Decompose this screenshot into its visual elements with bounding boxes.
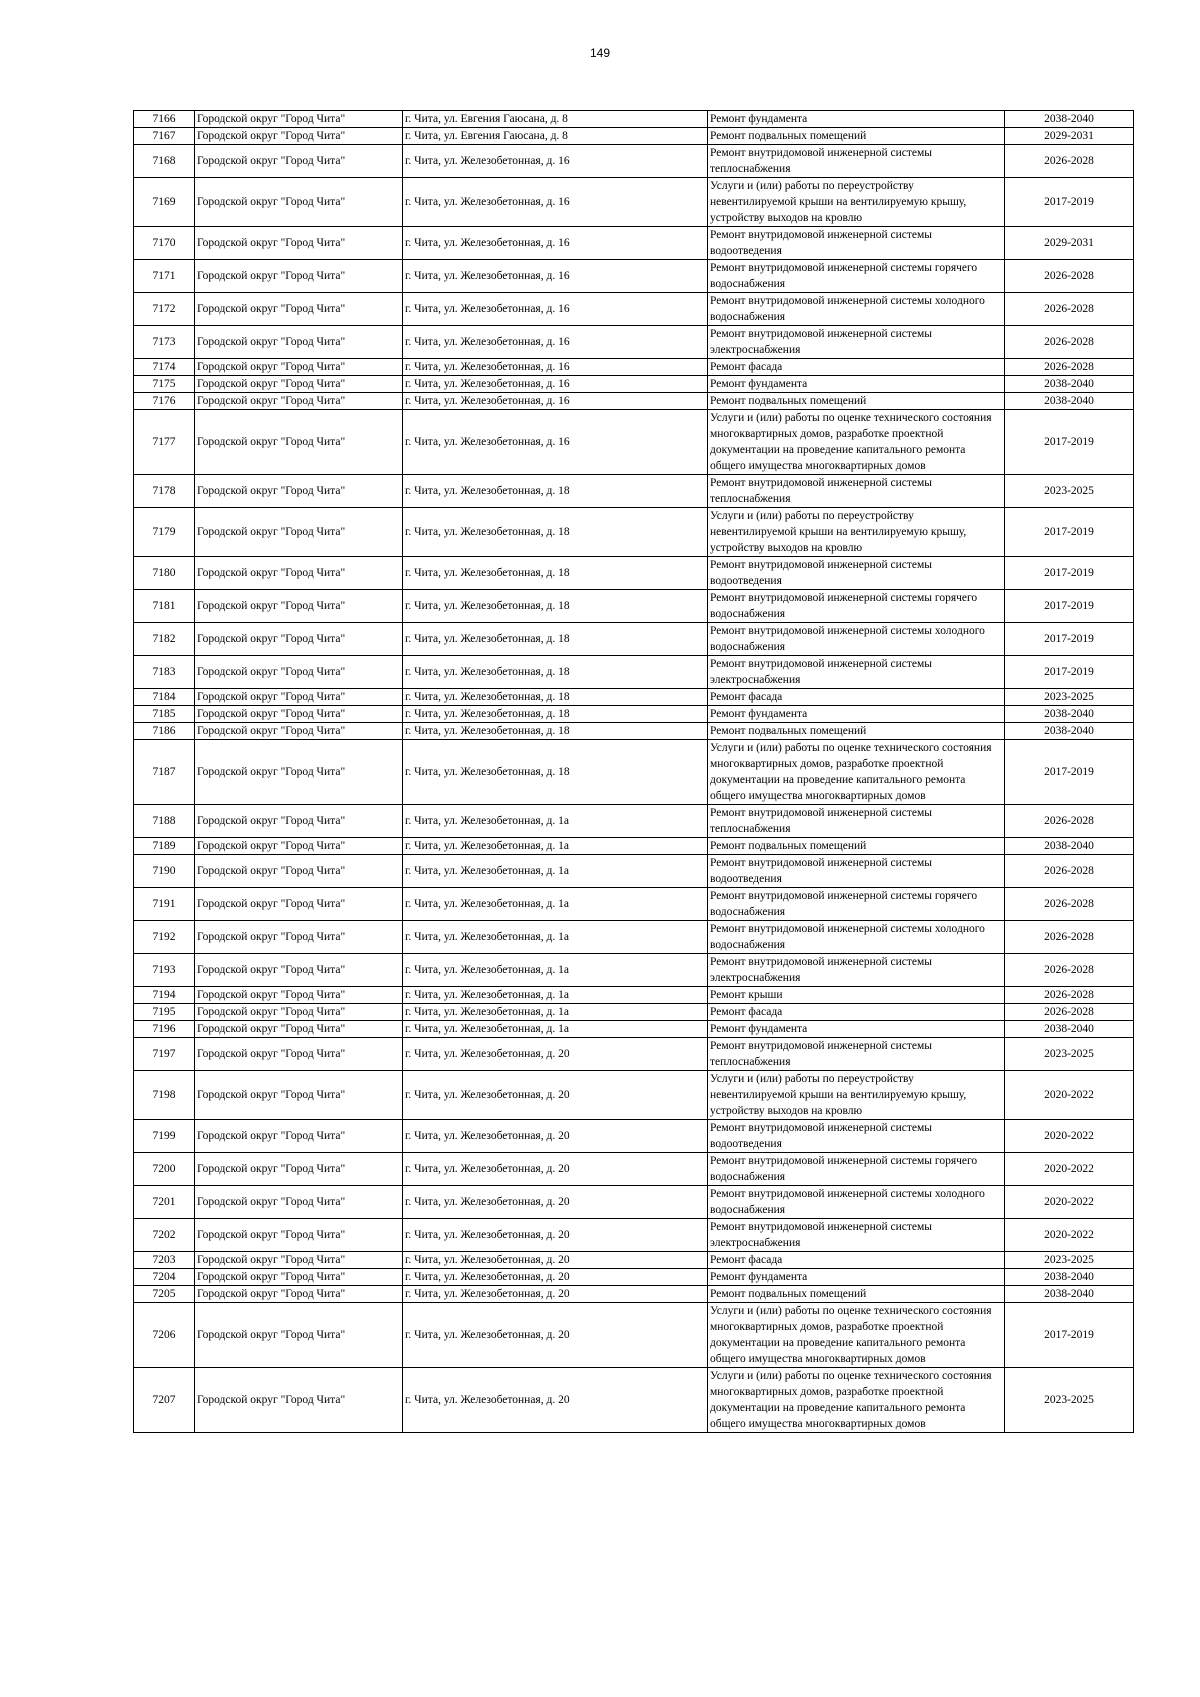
row-number-cell: 7182 <box>134 623 195 656</box>
work-type-cell: Услуги и (или) работы по оценке технического состояния многоквартирных домов, разработке проектной документации на проведение капитального ремонта общего имущества многоквартирных домов <box>708 740 1005 805</box>
row-number-cell: 7198 <box>134 1071 195 1120</box>
table-row <box>134 359 1134 376</box>
address-cell: г. Чита, ул. Железобетонная, д. 20 <box>403 1252 708 1269</box>
row-number-cell: 7193 <box>134 954 195 987</box>
table-row <box>134 954 1134 987</box>
table-row <box>134 623 1134 656</box>
address-cell: г. Чита, ул. Железобетонная, д. 20 <box>403 1303 708 1368</box>
municipality-cell: Городской округ "Город Чита" <box>195 590 403 623</box>
table-row <box>134 111 1134 128</box>
row-number-cell: 7185 <box>134 706 195 723</box>
repair-schedule-table <box>133 110 1134 1433</box>
address-cell: г. Чита, ул. Железобетонная, д. 1а <box>403 805 708 838</box>
row-number-cell: 7203 <box>134 1252 195 1269</box>
table-row <box>134 987 1134 1004</box>
row-number-cell: 7178 <box>134 475 195 508</box>
row-number-cell: 7204 <box>134 1269 195 1286</box>
row-number-cell: 7179 <box>134 508 195 557</box>
work-type-cell: Ремонт внутридомовой инженерной системы водоотведения <box>708 1120 1005 1153</box>
municipality-cell: Городской округ "Город Чита" <box>195 689 403 706</box>
address-cell: г. Чита, ул. Железобетонная, д. 18 <box>403 656 708 689</box>
work-type-cell: Услуги и (или) работы по переустройству невентилируемой крыши на вентилируемую крышу, устройству выходов на кровлю <box>708 508 1005 557</box>
period-cell: 2038-2040 <box>1005 706 1134 723</box>
address-cell: г. Чита, ул. Железобетонная, д. 16 <box>403 178 708 227</box>
row-number-cell: 7170 <box>134 227 195 260</box>
work-type-cell: Ремонт внутридомовой инженерной системы водоотведения <box>708 855 1005 888</box>
address-cell: г. Чита, ул. Железобетонная, д. 16 <box>403 293 708 326</box>
table-row <box>134 1071 1134 1120</box>
address-cell: г. Чита, ул. Железобетонная, д. 18 <box>403 508 708 557</box>
work-type-cell: Ремонт внутридомовой инженерной системы электроснабжения <box>708 1219 1005 1252</box>
table-row <box>134 590 1134 623</box>
period-cell: 2026-2028 <box>1005 954 1134 987</box>
period-cell: 2038-2040 <box>1005 838 1134 855</box>
municipality-cell: Городской округ "Город Чита" <box>195 1120 403 1153</box>
municipality-cell: Городской округ "Город Чита" <box>195 1286 403 1303</box>
work-type-cell: Ремонт внутридомовой инженерной системы горячего водоснабжения <box>708 260 1005 293</box>
municipality-cell: Городской округ "Город Чита" <box>195 1252 403 1269</box>
municipality-cell: Городской округ "Город Чита" <box>195 1219 403 1252</box>
municipality-cell: Городской округ "Город Чита" <box>195 178 403 227</box>
period-cell: 2017-2019 <box>1005 740 1134 805</box>
work-type-cell: Ремонт внутридомовой инженерной системы электроснабжения <box>708 326 1005 359</box>
row-number-cell: 7181 <box>134 590 195 623</box>
row-number-cell: 7207 <box>134 1368 195 1433</box>
row-number-cell: 7166 <box>134 111 195 128</box>
work-type-cell: Ремонт подвальных помещений <box>708 723 1005 740</box>
address-cell: г. Чита, ул. Железобетонная, д. 1а <box>403 1021 708 1038</box>
table-row <box>134 178 1134 227</box>
municipality-cell: Городской округ "Город Чита" <box>195 1153 403 1186</box>
municipality-cell: Городской округ "Город Чита" <box>195 954 403 987</box>
table-row <box>134 723 1134 740</box>
table-row <box>134 376 1134 393</box>
row-number-cell: 7190 <box>134 855 195 888</box>
work-type-cell: Ремонт внутридомовой инженерной системы водоотведения <box>708 557 1005 590</box>
row-number-cell: 7169 <box>134 178 195 227</box>
work-type-cell: Ремонт внутридомовой инженерной системы теплоснабжения <box>708 145 1005 178</box>
work-type-cell: Ремонт внутридомовой инженерной системы холодного водоснабжения <box>708 293 1005 326</box>
municipality-cell: Городской округ "Город Чита" <box>195 128 403 145</box>
period-cell: 2038-2040 <box>1005 111 1134 128</box>
table-row <box>134 888 1134 921</box>
address-cell: г. Чита, ул. Железобетонная, д. 20 <box>403 1038 708 1071</box>
table-row <box>134 855 1134 888</box>
address-cell: г. Чита, ул. Железобетонная, д. 18 <box>403 723 708 740</box>
work-type-cell: Ремонт подвальных помещений <box>708 128 1005 145</box>
municipality-cell: Городской округ "Город Чита" <box>195 293 403 326</box>
period-cell: 2026-2028 <box>1005 293 1134 326</box>
period-cell: 2023-2025 <box>1005 689 1134 706</box>
row-number-cell: 7183 <box>134 656 195 689</box>
table-row <box>134 1120 1134 1153</box>
municipality-cell: Городской округ "Город Чита" <box>195 888 403 921</box>
address-cell: г. Чита, ул. Евгения Гаюсана, д. 8 <box>403 111 708 128</box>
row-number-cell: 7195 <box>134 1004 195 1021</box>
period-cell: 2017-2019 <box>1005 623 1134 656</box>
row-number-cell: 7180 <box>134 557 195 590</box>
table-row <box>134 145 1134 178</box>
municipality-cell: Городской округ "Город Чита" <box>195 227 403 260</box>
municipality-cell: Городской округ "Город Чита" <box>195 987 403 1004</box>
municipality-cell: Городской округ "Город Чита" <box>195 376 403 393</box>
address-cell: г. Чита, ул. Железобетонная, д. 16 <box>403 410 708 475</box>
municipality-cell: Городской округ "Город Чита" <box>195 1303 403 1368</box>
municipality-cell: Городской округ "Город Чита" <box>195 557 403 590</box>
work-type-cell: Ремонт внутридомовой инженерной системы водоотведения <box>708 227 1005 260</box>
table-row <box>134 921 1134 954</box>
municipality-cell: Городской округ "Город Чита" <box>195 393 403 410</box>
row-number-cell: 7199 <box>134 1120 195 1153</box>
address-cell: г. Чита, ул. Железобетонная, д. 1а <box>403 921 708 954</box>
row-number-cell: 7184 <box>134 689 195 706</box>
work-type-cell: Услуги и (или) работы по переустройству невентилируемой крыши на вентилируемую крышу, устройству выходов на кровлю <box>708 1071 1005 1120</box>
address-cell: г. Чита, ул. Железобетонная, д. 20 <box>403 1269 708 1286</box>
address-cell: г. Чита, ул. Железобетонная, д. 16 <box>403 145 708 178</box>
address-cell: г. Чита, ул. Железобетонная, д. 20 <box>403 1071 708 1120</box>
work-type-cell: Ремонт крыши <box>708 987 1005 1004</box>
period-cell: 2026-2028 <box>1005 888 1134 921</box>
row-number-cell: 7194 <box>134 987 195 1004</box>
row-number-cell: 7173 <box>134 326 195 359</box>
address-cell: г. Чита, ул. Железобетонная, д. 20 <box>403 1153 708 1186</box>
row-number-cell: 7168 <box>134 145 195 178</box>
table-row <box>134 410 1134 475</box>
address-cell: г. Чита, ул. Железобетонная, д. 16 <box>403 227 708 260</box>
work-type-cell: Ремонт внутридомовой инженерной системы горячего водоснабжения <box>708 1153 1005 1186</box>
address-cell: г. Чита, ул. Железобетонная, д. 20 <box>403 1186 708 1219</box>
address-cell: г. Чита, ул. Железобетонная, д. 1а <box>403 855 708 888</box>
work-type-cell: Ремонт фасада <box>708 359 1005 376</box>
table-row <box>134 227 1134 260</box>
row-number-cell: 7206 <box>134 1303 195 1368</box>
municipality-cell: Городской округ "Город Чита" <box>195 1071 403 1120</box>
table-row <box>134 838 1134 855</box>
period-cell: 2026-2028 <box>1005 326 1134 359</box>
table-row <box>134 1153 1134 1186</box>
period-cell: 2026-2028 <box>1005 855 1134 888</box>
table-row <box>134 1021 1134 1038</box>
work-type-cell: Услуги и (или) работы по переустройству невентилируемой крыши на вентилируемую крышу, устройству выходов на кровлю <box>708 178 1005 227</box>
period-cell: 2026-2028 <box>1005 921 1134 954</box>
period-cell: 2026-2028 <box>1005 805 1134 838</box>
row-number-cell: 7176 <box>134 393 195 410</box>
work-type-cell: Услуги и (или) работы по оценке технического состояния многоквартирных домов, разработке проектной документации на проведение капитального ремонта общего имущества многоквартирных домов <box>708 410 1005 475</box>
period-cell: 2038-2040 <box>1005 393 1134 410</box>
period-cell: 2017-2019 <box>1005 656 1134 689</box>
table-row <box>134 1269 1134 1286</box>
period-cell: 2038-2040 <box>1005 1021 1134 1038</box>
period-cell: 2029-2031 <box>1005 128 1134 145</box>
period-cell: 2023-2025 <box>1005 1038 1134 1071</box>
address-cell: г. Чита, ул. Железобетонная, д. 1а <box>403 954 708 987</box>
address-cell: г. Чита, ул. Железобетонная, д. 18 <box>403 590 708 623</box>
municipality-cell: Городской округ "Город Чита" <box>195 475 403 508</box>
work-type-cell: Ремонт фасада <box>708 689 1005 706</box>
address-cell: г. Чита, ул. Железобетонная, д. 20 <box>403 1120 708 1153</box>
address-cell: г. Чита, ул. Железобетонная, д. 20 <box>403 1368 708 1433</box>
period-cell: 2020-2022 <box>1005 1071 1134 1120</box>
work-type-cell: Ремонт подвальных помещений <box>708 838 1005 855</box>
row-number-cell: 7200 <box>134 1153 195 1186</box>
table-row <box>134 1038 1134 1071</box>
row-number-cell: 7191 <box>134 888 195 921</box>
address-cell: г. Чита, ул. Железобетонная, д. 16 <box>403 393 708 410</box>
municipality-cell: Городской округ "Город Чита" <box>195 838 403 855</box>
table-row <box>134 260 1134 293</box>
address-cell: г. Чита, ул. Железобетонная, д. 16 <box>403 326 708 359</box>
period-cell: 2020-2022 <box>1005 1219 1134 1252</box>
work-type-cell: Ремонт внутридомовой инженерной системы холодного водоснабжения <box>708 921 1005 954</box>
municipality-cell: Городской округ "Город Чита" <box>195 1269 403 1286</box>
period-cell: 2023-2025 <box>1005 1252 1134 1269</box>
table-row <box>134 475 1134 508</box>
row-number-cell: 7177 <box>134 410 195 475</box>
row-number-cell: 7175 <box>134 376 195 393</box>
municipality-cell: Городской округ "Город Чита" <box>195 1186 403 1219</box>
table-row <box>134 557 1134 590</box>
municipality-cell: Городской округ "Город Чита" <box>195 723 403 740</box>
period-cell: 2020-2022 <box>1005 1186 1134 1219</box>
table-row <box>134 740 1134 805</box>
work-type-cell: Ремонт внутридомовой инженерной системы электроснабжения <box>708 656 1005 689</box>
row-number-cell: 7187 <box>134 740 195 805</box>
row-number-cell: 7188 <box>134 805 195 838</box>
period-cell: 2038-2040 <box>1005 1286 1134 1303</box>
municipality-cell: Городской округ "Город Чита" <box>195 623 403 656</box>
work-type-cell: Ремонт внутридомовой инженерной системы холодного водоснабжения <box>708 1186 1005 1219</box>
page-number: 149 <box>589 46 611 60</box>
work-type-cell: Ремонт внутридомовой инженерной системы горячего водоснабжения <box>708 590 1005 623</box>
address-cell: г. Чита, ул. Железобетонная, д. 20 <box>403 1286 708 1303</box>
municipality-cell: Городской округ "Город Чита" <box>195 740 403 805</box>
period-cell: 2023-2025 <box>1005 1368 1134 1433</box>
row-number-cell: 7192 <box>134 921 195 954</box>
table-row <box>134 293 1134 326</box>
table-row <box>134 508 1134 557</box>
table-row <box>134 1004 1134 1021</box>
work-type-cell: Ремонт фундамента <box>708 1021 1005 1038</box>
municipality-cell: Городской округ "Город Чита" <box>195 855 403 888</box>
work-type-cell: Ремонт внутридомовой инженерной системы теплоснабжения <box>708 805 1005 838</box>
table-row <box>134 1303 1134 1368</box>
municipality-cell: Городской округ "Город Чита" <box>195 410 403 475</box>
address-cell: г. Чита, ул. Железобетонная, д. 1а <box>403 1004 708 1021</box>
row-number-cell: 7196 <box>134 1021 195 1038</box>
table-row <box>134 706 1134 723</box>
table-row <box>134 1252 1134 1269</box>
period-cell: 2020-2022 <box>1005 1153 1134 1186</box>
work-type-cell: Ремонт внутридомовой инженерной системы холодного водоснабжения <box>708 623 1005 656</box>
municipality-cell: Городской округ "Город Чита" <box>195 1004 403 1021</box>
table-row <box>134 1368 1134 1433</box>
address-cell: г. Чита, ул. Железобетонная, д. 18 <box>403 706 708 723</box>
row-number-cell: 7189 <box>134 838 195 855</box>
period-cell: 2029-2031 <box>1005 227 1134 260</box>
table-row <box>134 1186 1134 1219</box>
municipality-cell: Городской округ "Город Чита" <box>195 1021 403 1038</box>
work-type-cell: Услуги и (или) работы по оценке технического состояния многоквартирных домов, разработке проектной документации на проведение капитального ремонта общего имущества многоквартирных домов <box>708 1368 1005 1433</box>
table-row <box>134 393 1134 410</box>
municipality-cell: Городской округ "Город Чита" <box>195 921 403 954</box>
address-cell: г. Чита, ул. Железобетонная, д. 1а <box>403 888 708 921</box>
period-cell: 2023-2025 <box>1005 475 1134 508</box>
table-row <box>134 1219 1134 1252</box>
period-cell: 2026-2028 <box>1005 145 1134 178</box>
municipality-cell: Городской округ "Город Чита" <box>195 656 403 689</box>
table-row <box>134 1286 1134 1303</box>
period-cell: 2017-2019 <box>1005 178 1134 227</box>
work-type-cell: Ремонт фасада <box>708 1004 1005 1021</box>
work-type-cell: Ремонт подвальных помещений <box>708 393 1005 410</box>
row-number-cell: 7171 <box>134 260 195 293</box>
municipality-cell: Городской округ "Город Чита" <box>195 706 403 723</box>
period-cell: 2017-2019 <box>1005 508 1134 557</box>
municipality-cell: Городской округ "Город Чита" <box>195 805 403 838</box>
period-cell: 2017-2019 <box>1005 557 1134 590</box>
address-cell: г. Чита, ул. Железобетонная, д. 1а <box>403 838 708 855</box>
address-cell: г. Чита, ул. Железобетонная, д. 18 <box>403 623 708 656</box>
period-cell: 2026-2028 <box>1005 260 1134 293</box>
row-number-cell: 7186 <box>134 723 195 740</box>
work-type-cell: Ремонт фасада <box>708 1252 1005 1269</box>
address-cell: г. Чита, ул. Железобетонная, д. 18 <box>403 689 708 706</box>
work-type-cell: Ремонт внутридомовой инженерной системы электроснабжения <box>708 954 1005 987</box>
address-cell: г. Чита, ул. Железобетонная, д. 20 <box>403 1219 708 1252</box>
period-cell: 2017-2019 <box>1005 1303 1134 1368</box>
work-type-cell: Ремонт внутридомовой инженерной системы теплоснабжения <box>708 475 1005 508</box>
period-cell: 2026-2028 <box>1005 1004 1134 1021</box>
row-number-cell: 7174 <box>134 359 195 376</box>
municipality-cell: Городской округ "Город Чита" <box>195 260 403 293</box>
row-number-cell: 7172 <box>134 293 195 326</box>
row-number-cell: 7197 <box>134 1038 195 1071</box>
work-type-cell: Ремонт фундамента <box>708 1269 1005 1286</box>
municipality-cell: Городской округ "Город Чита" <box>195 1368 403 1433</box>
work-type-cell: Услуги и (или) работы по оценке технического состояния многоквартирных домов, разработке проектной документации на проведение капитального ремонта общего имущества многоквартирных домов <box>708 1303 1005 1368</box>
period-cell: 2026-2028 <box>1005 359 1134 376</box>
work-type-cell: Ремонт фундамента <box>708 706 1005 723</box>
period-cell: 2017-2019 <box>1005 590 1134 623</box>
table-row <box>134 805 1134 838</box>
period-cell: 2038-2040 <box>1005 376 1134 393</box>
row-number-cell: 7167 <box>134 128 195 145</box>
work-type-cell: Ремонт подвальных помещений <box>708 1286 1005 1303</box>
period-cell: 2038-2040 <box>1005 1269 1134 1286</box>
table-row <box>134 326 1134 359</box>
period-cell: 2038-2040 <box>1005 723 1134 740</box>
address-cell: г. Чита, ул. Железобетонная, д. 1а <box>403 987 708 1004</box>
address-cell: г. Чита, ул. Евгения Гаюсана, д. 8 <box>403 128 708 145</box>
table-body <box>134 111 1134 1433</box>
period-cell: 2026-2028 <box>1005 987 1134 1004</box>
table-row <box>134 689 1134 706</box>
address-cell: г. Чита, ул. Железобетонная, д. 16 <box>403 376 708 393</box>
row-number-cell: 7202 <box>134 1219 195 1252</box>
municipality-cell: Городской округ "Город Чита" <box>195 359 403 376</box>
address-cell: г. Чита, ул. Железобетонная, д. 16 <box>403 359 708 376</box>
table-row <box>134 128 1134 145</box>
municipality-cell: Городской округ "Город Чита" <box>195 145 403 178</box>
row-number-cell: 7205 <box>134 1286 195 1303</box>
address-cell: г. Чита, ул. Железобетонная, д. 16 <box>403 260 708 293</box>
municipality-cell: Городской округ "Город Чита" <box>195 326 403 359</box>
work-type-cell: Ремонт внутридомовой инженерной системы горячего водоснабжения <box>708 888 1005 921</box>
period-cell: 2020-2022 <box>1005 1120 1134 1153</box>
municipality-cell: Городской округ "Город Чита" <box>195 1038 403 1071</box>
work-type-cell: Ремонт фундамента <box>708 376 1005 393</box>
table-row <box>134 656 1134 689</box>
address-cell: г. Чита, ул. Железобетонная, д. 18 <box>403 475 708 508</box>
address-cell: г. Чита, ул. Железобетонная, д. 18 <box>403 740 708 805</box>
work-type-cell: Ремонт фундамента <box>708 111 1005 128</box>
period-cell: 2017-2019 <box>1005 410 1134 475</box>
row-number-cell: 7201 <box>134 1186 195 1219</box>
municipality-cell: Городской округ "Город Чита" <box>195 508 403 557</box>
municipality-cell: Городской округ "Город Чита" <box>195 111 403 128</box>
address-cell: г. Чита, ул. Железобетонная, д. 18 <box>403 557 708 590</box>
work-type-cell: Ремонт внутридомовой инженерной системы теплоснабжения <box>708 1038 1005 1071</box>
